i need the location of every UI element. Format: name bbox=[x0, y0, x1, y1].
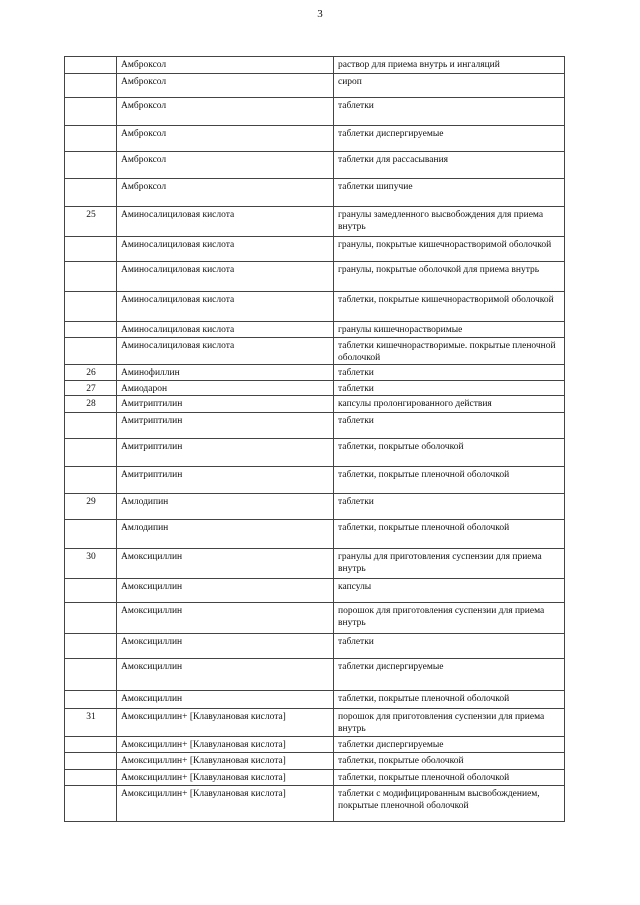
drug-name-cell: Амброксол bbox=[117, 179, 334, 207]
drug-name-cell: Амитриптилин bbox=[117, 467, 334, 494]
row-number-cell bbox=[65, 413, 117, 439]
table-row bbox=[65, 439, 565, 467]
table-row bbox=[65, 237, 565, 262]
dosage-form-cell: таблетки bbox=[334, 413, 565, 439]
drug-name-cell: Аминосалициловая кислота bbox=[117, 338, 334, 365]
row-number-cell bbox=[65, 737, 117, 753]
drug-name-cell: Амоксициллин+ [Клавулановая кислота] bbox=[117, 753, 334, 770]
dosage-form-cell: капсулы пролонгированного действия bbox=[334, 396, 565, 413]
drug-name-cell: Амоксициллин bbox=[117, 549, 334, 579]
dosage-form-cell: порошок для приготовления суспензии для приема внутрь bbox=[334, 709, 565, 737]
row-number-cell bbox=[65, 691, 117, 709]
table-row bbox=[65, 549, 565, 579]
drug-name-cell: Амброксол bbox=[117, 98, 334, 126]
row-number-cell bbox=[65, 98, 117, 126]
drug-name-cell: Амиодарон bbox=[117, 381, 334, 396]
row-number-cell: 25 bbox=[65, 207, 117, 237]
drug-name-cell: Амитриптилин bbox=[117, 413, 334, 439]
drug-name-cell: Амброксол bbox=[117, 57, 334, 74]
row-number-cell bbox=[65, 57, 117, 74]
dosage-form-cell: раствор для приема внутрь и ингаляций bbox=[334, 57, 565, 74]
table-row bbox=[65, 365, 565, 381]
table-row bbox=[65, 691, 565, 709]
row-number-cell bbox=[65, 770, 117, 786]
row-number-cell bbox=[65, 439, 117, 467]
table-row bbox=[65, 467, 565, 494]
table-row bbox=[65, 413, 565, 439]
row-number-cell bbox=[65, 292, 117, 322]
dosage-form-cell: гранулы, покрытые оболочкой для приема внутрь bbox=[334, 262, 565, 292]
table-row bbox=[65, 207, 565, 237]
drug-name-cell: Амброксол bbox=[117, 126, 334, 152]
dosage-form-cell: таблетки, покрытые оболочкой bbox=[334, 753, 565, 770]
row-number-cell bbox=[65, 786, 117, 822]
drug-name-cell: Амитриптилин bbox=[117, 439, 334, 467]
row-number-cell bbox=[65, 338, 117, 365]
row-number-cell: 29 bbox=[65, 494, 117, 520]
row-number-cell: 27 bbox=[65, 381, 117, 396]
drug-name-cell: Аминосалициловая кислота bbox=[117, 237, 334, 262]
drug-name-cell: Амоксициллин+ [Клавулановая кислота] bbox=[117, 786, 334, 822]
table-row bbox=[65, 179, 565, 207]
drug-name-cell: Аминосалициловая кислота bbox=[117, 262, 334, 292]
table-row bbox=[65, 381, 565, 396]
drug-name-cell: Амоксициллин bbox=[117, 691, 334, 709]
row-number-cell bbox=[65, 262, 117, 292]
dosage-form-cell: таблетки диспергируемые bbox=[334, 126, 565, 152]
table-row bbox=[65, 520, 565, 549]
drug-name-cell: Аминосалициловая кислота bbox=[117, 322, 334, 338]
dosage-form-cell: таблетки bbox=[334, 494, 565, 520]
table-row bbox=[65, 338, 565, 365]
row-number-cell bbox=[65, 322, 117, 338]
row-number-cell bbox=[65, 74, 117, 98]
dosage-form-cell: порошок для приготовления суспензии для приема внутрь bbox=[334, 603, 565, 634]
dosage-form-cell: таблетки bbox=[334, 365, 565, 381]
table-row bbox=[65, 579, 565, 603]
row-number-cell bbox=[65, 179, 117, 207]
dosage-form-cell: таблетки bbox=[334, 634, 565, 659]
dosage-form-cell: таблетки, покрытые пленочной оболочкой bbox=[334, 520, 565, 549]
dosage-form-cell: гранулы, покрытые кишечнорастворимой оболочкой bbox=[334, 237, 565, 262]
drug-forms-table bbox=[64, 56, 565, 822]
drug-name-cell: Амброксол bbox=[117, 74, 334, 98]
drug-name-cell: Амоксициллин bbox=[117, 579, 334, 603]
dosage-form-cell: гранулы для приготовления суспензии для приема внутрь bbox=[334, 549, 565, 579]
dosage-form-cell: капсулы bbox=[334, 579, 565, 603]
table-row bbox=[65, 322, 565, 338]
drug-name-cell: Аминосалициловая кислота bbox=[117, 207, 334, 237]
table-row bbox=[65, 737, 565, 753]
table-row bbox=[65, 74, 565, 98]
dosage-form-cell: таблетки для рассасывания bbox=[334, 152, 565, 179]
dosage-form-cell: таблетки, покрытые кишечнорастворимой оболочкой bbox=[334, 292, 565, 322]
dosage-form-cell: таблетки с модифицированным высвобождением, покрытые пленочной оболочкой bbox=[334, 786, 565, 822]
drug-name-cell: Амброксол bbox=[117, 152, 334, 179]
table-row bbox=[65, 152, 565, 179]
dosage-form-cell: таблетки диспергируемые bbox=[334, 659, 565, 691]
dosage-form-cell: сироп bbox=[334, 74, 565, 98]
row-number-cell bbox=[65, 659, 117, 691]
drug-name-cell: Амоксициллин+ [Клавулановая кислота] bbox=[117, 770, 334, 786]
drug-name-cell: Аминофиллин bbox=[117, 365, 334, 381]
table-row bbox=[65, 709, 565, 737]
dosage-form-cell: таблетки, покрытые пленочной оболочкой bbox=[334, 691, 565, 709]
row-number-cell bbox=[65, 603, 117, 634]
table-row bbox=[65, 786, 565, 822]
dosage-form-cell: таблетки кишечнорастворимые. покрытые пленочной оболочкой bbox=[334, 338, 565, 365]
row-number-cell: 28 bbox=[65, 396, 117, 413]
drug-name-cell: Амлодипин bbox=[117, 494, 334, 520]
row-number-cell: 31 bbox=[65, 709, 117, 737]
row-number-cell bbox=[65, 152, 117, 179]
row-number-cell: 30 bbox=[65, 549, 117, 579]
row-number-cell bbox=[65, 467, 117, 494]
page-number: 3 bbox=[317, 8, 323, 20]
table-row bbox=[65, 770, 565, 786]
dosage-form-cell: таблетки диспергируемые bbox=[334, 737, 565, 753]
dosage-form-cell: таблетки шипучие bbox=[334, 179, 565, 207]
table-row bbox=[65, 753, 565, 770]
dosage-form-cell: таблетки, покрытые оболочкой bbox=[334, 439, 565, 467]
table-row bbox=[65, 126, 565, 152]
dosage-form-cell: таблетки, покрытые пленочной оболочкой bbox=[334, 467, 565, 494]
drug-name-cell: Амоксициллин+ [Клавулановая кислота] bbox=[117, 709, 334, 737]
table-row bbox=[65, 659, 565, 691]
drug-name-cell: Аминосалициловая кислота bbox=[117, 292, 334, 322]
table-row bbox=[65, 262, 565, 292]
row-number-cell: 26 bbox=[65, 365, 117, 381]
table-row bbox=[65, 603, 565, 634]
table-row bbox=[65, 396, 565, 413]
table-row bbox=[65, 292, 565, 322]
row-number-cell bbox=[65, 237, 117, 262]
drug-name-cell: Амлодипин bbox=[117, 520, 334, 549]
row-number-cell bbox=[65, 634, 117, 659]
table-row bbox=[65, 98, 565, 126]
dosage-form-cell: гранулы кишечнорастворимые bbox=[334, 322, 565, 338]
dosage-form-cell: таблетки, покрытые пленочной оболочкой bbox=[334, 770, 565, 786]
row-number-cell bbox=[65, 126, 117, 152]
dosage-form-cell: гранулы замедленного высвобождения для приема внутрь bbox=[334, 207, 565, 237]
drug-name-cell: Амитриптилин bbox=[117, 396, 334, 413]
drug-name-cell: Амоксициллин bbox=[117, 634, 334, 659]
dosage-form-cell: таблетки bbox=[334, 381, 565, 396]
row-number-cell bbox=[65, 753, 117, 770]
row-number-cell bbox=[65, 579, 117, 603]
table-row bbox=[65, 634, 565, 659]
dosage-form-cell: таблетки bbox=[334, 98, 565, 126]
drug-name-cell: Амоксициллин bbox=[117, 659, 334, 691]
drug-name-cell: Амоксициллин bbox=[117, 603, 334, 634]
drug-name-cell: Амоксициллин+ [Клавулановая кислота] bbox=[117, 737, 334, 753]
row-number-cell bbox=[65, 520, 117, 549]
table-row bbox=[65, 494, 565, 520]
table-row bbox=[65, 57, 565, 74]
